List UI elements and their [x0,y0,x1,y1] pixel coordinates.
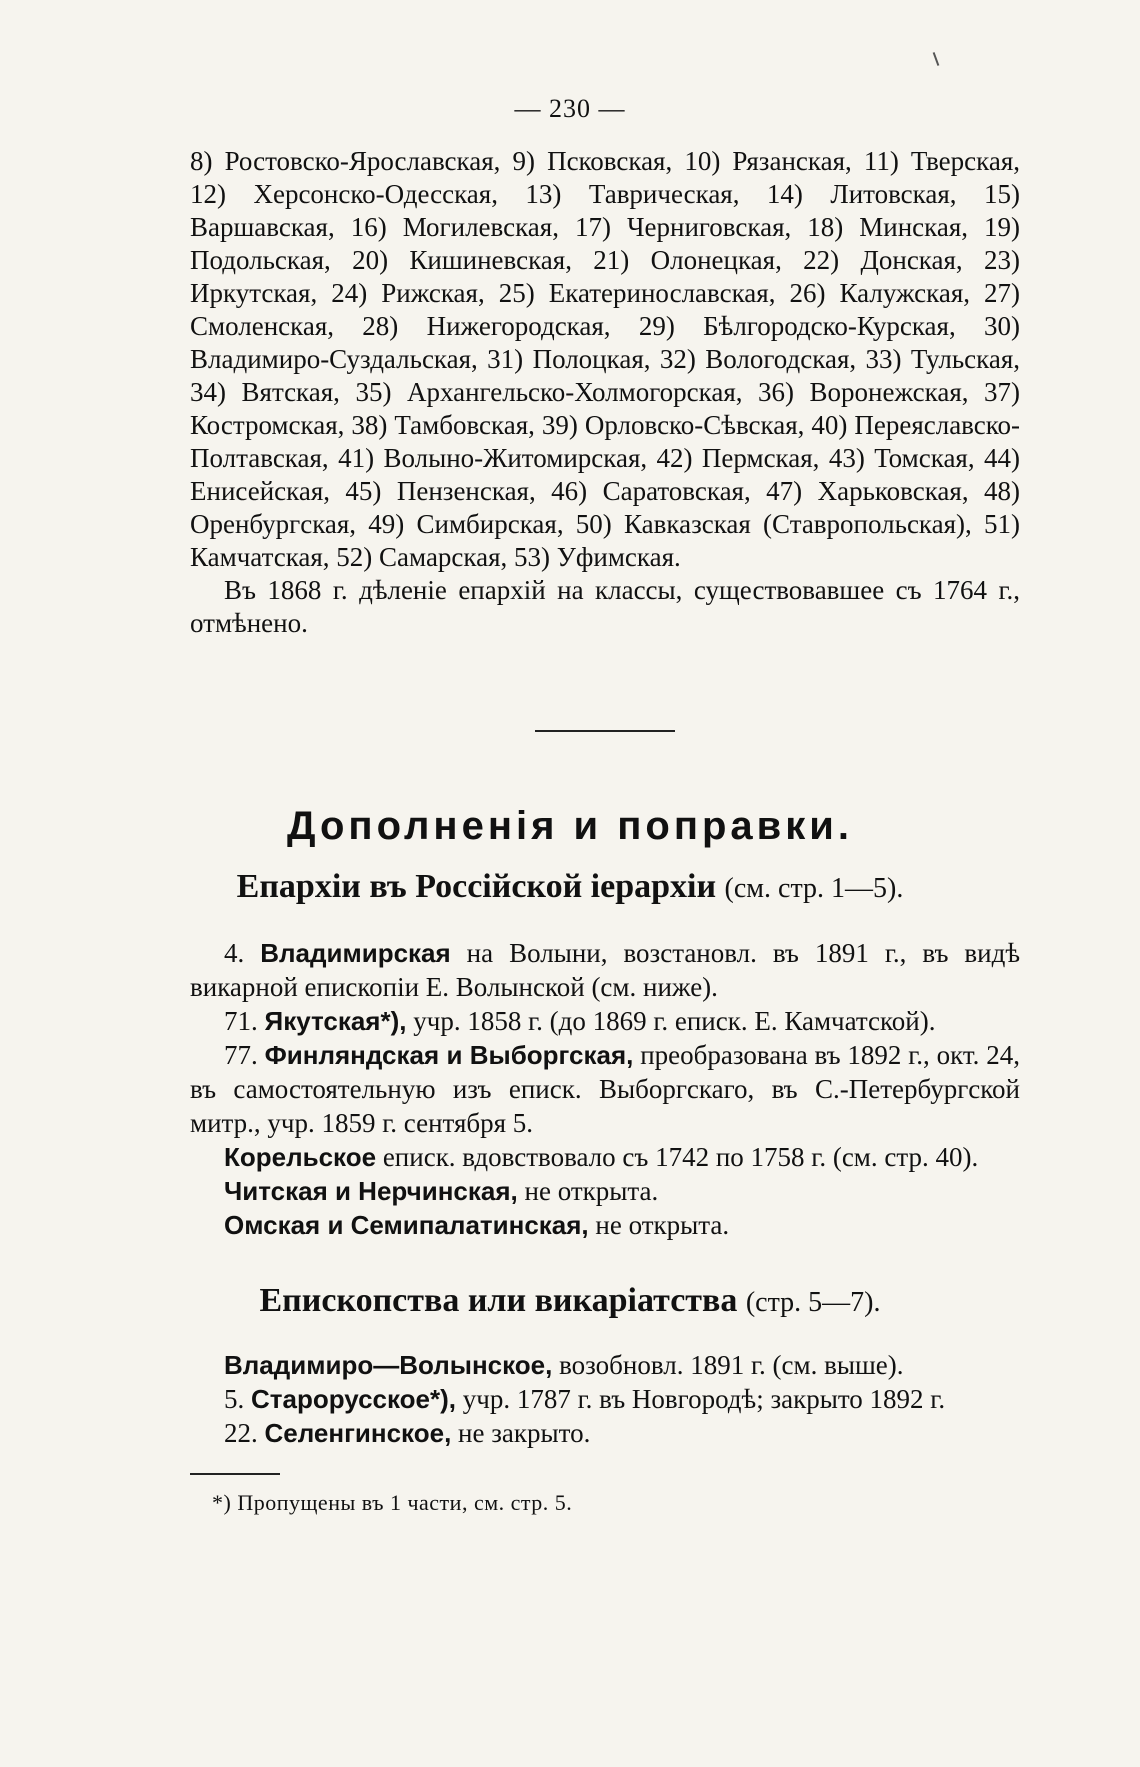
entry-text: преобразована въ 1892 г., окт. 24, въ самостоятельную изъ еписк. Выборгскаго, въ С.-Петербургской митр., учр. 1859 г. сентября 5. [190,1040,1020,1138]
subsection-2-title: Епископства или викаріатства [259,1282,738,1319]
section-title: Дополненія и поправки. [286,804,853,848]
page-number: — 230 — [514,94,626,123]
entry-name: Владимирская [260,938,451,968]
subsection-2-heading [0,1282,1140,1320]
section-divider [535,730,675,732]
entry-text: учр. 1858 г. (до 1869 г. еписк. Е. Камчатской). [413,1006,936,1036]
entry [190,1140,1020,1174]
entry-text: возобновл. 1891 г. (см. выше). [559,1350,904,1380]
footnote: *) Пропущены въ 1 части, см. стр. 5. [212,1490,573,1515]
entry-number: 22. [224,1418,258,1448]
entry-text: не открыта. [524,1176,659,1206]
entry-name: Селенгинское, [264,1418,452,1448]
main-text [190,145,1020,640]
entry-number: 5. [224,1384,245,1414]
entry-name: Старорусское*), [251,1384,457,1414]
scan-mark [933,52,940,66]
eparchy-list-paragraph: 8) Ростовско-Ярославская, 9) Псковская, 10) Рязанская, 11) Тверская, 12) Херсонско-Одесская, 13) Таврическая, 14) Литовская, 15) Варшавская, 16) Могилевская, 17) Черниговская, 18) Минская, 19) Подольская, 20) Кишиневская, 21) Олонецкая, 22) Донская, 23) Иркутская, 24) Рижская, 25) Екатеринославская, 26) Калужская, 27) Смоленская, 28) Нижегородская, 29) Бѣлгородско-Курская, 30) Владимиро-Суздальская, 31) Полоцкая, 32) Вологодская, 33) Тульская, 34) Вятская, 35) Архангельско-Холмогорская, 36) Воронежская, 37) Костромская, 38) Тамбовская, 39) Орловско-Сѣвская, 40) Переяславско-Полтавская, 41) Волыно-Житомирская, 42) Пермская, 43) Томская, 44) Енисейская, 45) Пензенская, 46) Саратовская, 47) Харьковская, 48) Оренбургская, 49) Симбирская, 50) Кавказская (Ставропольская), 51) Камчатская, 52) Самарская, 53) Уфимская. [190,146,1020,572]
entry-name: Корельское [224,1142,377,1172]
entry-text: на Волыни, возстановл. въ 1891 г., въ видѣ викарной епископіи Е. Волынской (см. ниже). [190,938,1020,1002]
entry [190,936,1020,1004]
entry [190,1348,1020,1382]
entry-name: Владимиро—Волынское, [224,1350,553,1380]
subsection-2-ref: (стр. 5—7). [745,1287,881,1318]
entry-text: еписк. вдовствовало съ 1742 по 1758 г. (см. стр. 40). [382,1142,979,1172]
entry-text: не закрыто. [458,1418,591,1448]
subsection-2-entries [190,1348,1020,1450]
closing-paragraph: Въ 1868 г. дѣленіе епархій на классы, существовавшее съ 1764 г., отмѣнено. [190,575,1020,638]
entry-name: Якутская*), [264,1006,407,1036]
entry-name: Омская и Семипалатинская, [224,1210,589,1240]
subsection-1-entries [190,936,1020,1242]
entry-text: учр. 1787 г. въ Новгородѣ; закрыто 1892 г. [462,1384,946,1414]
footnote-divider [190,1473,280,1475]
subsection-1-heading [0,868,1140,906]
entry-number: 77. [224,1040,258,1070]
entry [190,1174,1020,1208]
entry [190,1208,1020,1242]
entry [190,1038,1020,1140]
entry-name: Финляндская и Выборгская, [264,1040,634,1070]
subsection-1-title: Епархіи въ Россійской іерархіи [236,868,717,905]
entry-number: 4. [224,938,245,968]
entry-name: Читская и Нерчинская, [224,1176,518,1206]
entry [190,1004,1020,1038]
entry [190,1382,1020,1416]
entry-number: 71. [224,1006,258,1036]
subsection-1-ref: (см. стр. 1—5). [724,873,904,904]
entry-text: не открыта. [595,1210,730,1240]
entry [190,1416,1020,1450]
